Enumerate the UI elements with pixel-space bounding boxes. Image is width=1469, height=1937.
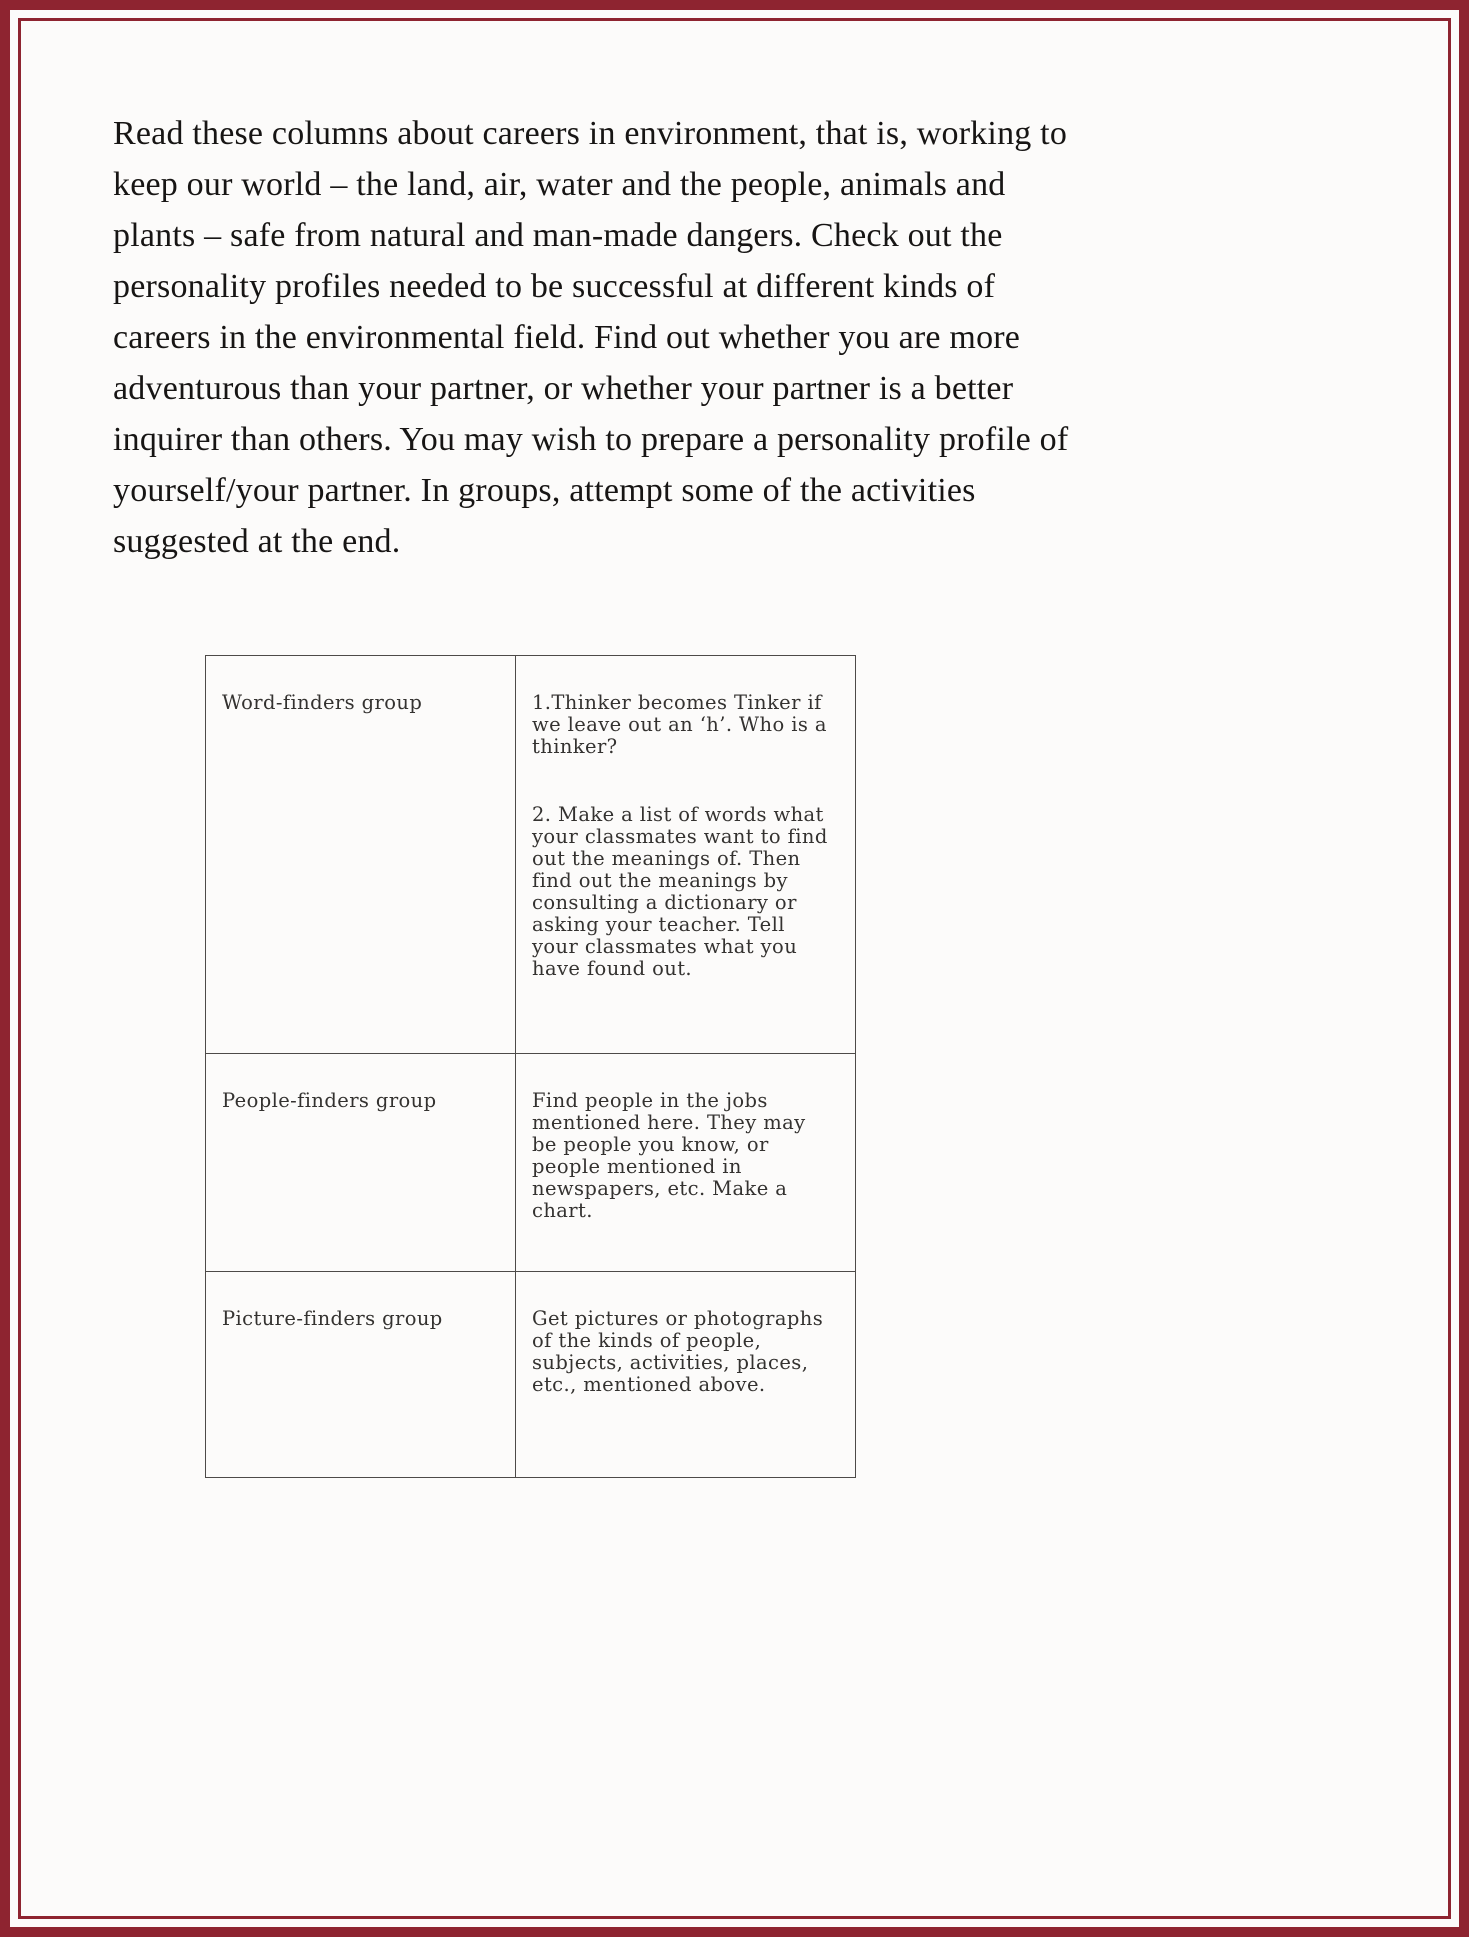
table-row <box>206 1054 856 1272</box>
group-name-picture-finders: Picture-finders group <box>206 1272 516 1478</box>
group-tasks-word-finders <box>516 656 856 1054</box>
group-tasks-picture-finders <box>516 1272 856 1478</box>
group-name-people-finders: People-finders group <box>206 1054 516 1272</box>
task-text: Find people in the jobs mentioned here. They may be people you know, or people mentioned in newspapers, etc. Make a chart. <box>532 1089 806 1222</box>
intro-paragraph: Read these columns about careers in environment, that is, working to keep our world – the land, air, water and the people, animals and plants – safe from natural and man-made dangers. Check out the personality profiles needed to be successful at different kinds of careers in the environmental field. Find out whether you are more adventurous than your partner, or whether your partner is a better inquirer than others. You may wish to prepare a personality profile of yourself/your partner. In groups, attempt some of the activities suggested at the end. <box>113 115 1069 560</box>
group-tasks-people-finders <box>516 1054 856 1272</box>
table-row <box>206 1272 856 1478</box>
task-text: 2. Make a list of words what your classmates want to find out the meanings of. Then find out the meanings by consulting a dictionary or asking your teacher. Tell your classmates what you have found out. <box>532 803 828 980</box>
groups-activity-table <box>205 655 856 1478</box>
task-text: Get pictures or photographs of the kinds of people, subjects, activities, places, etc., mentioned above. <box>532 1307 824 1396</box>
table-row <box>206 656 856 1054</box>
group-name-word-finders: Word-finders group <box>206 656 516 1054</box>
task-text: 1.Thinker becomes Tinker if we leave out an ‘h’. Who is a thinker? <box>532 691 827 758</box>
